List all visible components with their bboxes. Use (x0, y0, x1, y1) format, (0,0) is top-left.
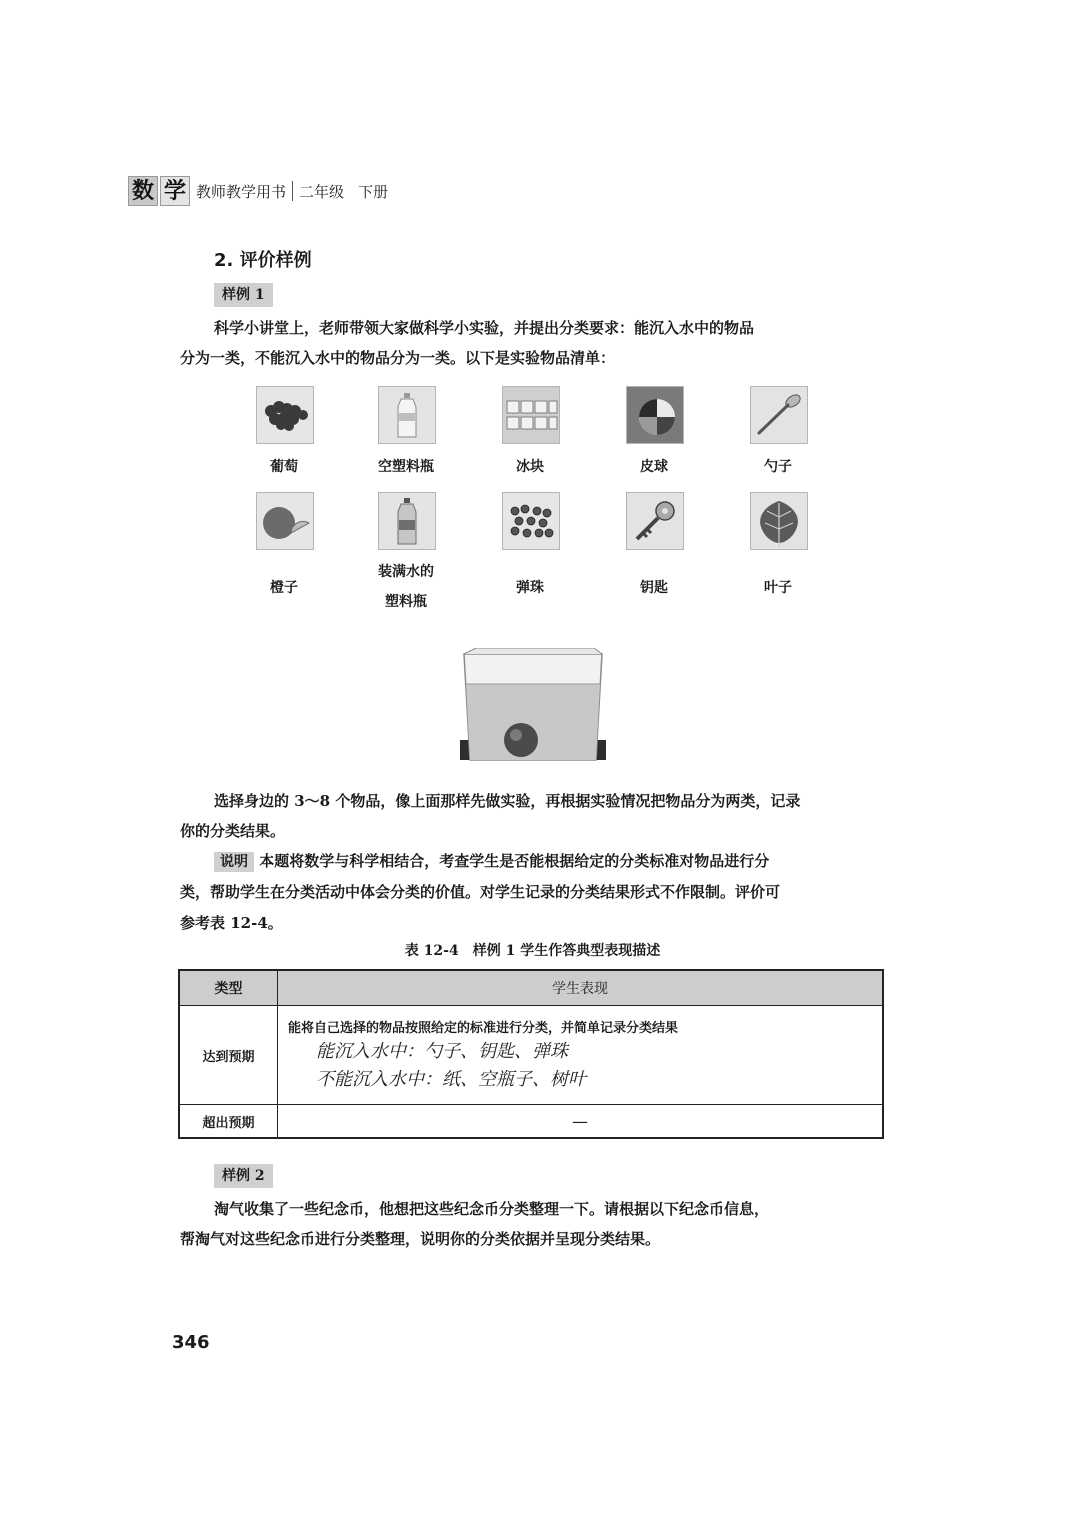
col-header-type: 类型 (179, 970, 278, 1006)
item-label: 冰块 (516, 459, 544, 475)
item-label: 皮球 (640, 459, 668, 475)
note-line-1: 本题将数学与科学相结合，考查学生是否能根据给定的分类标准对物品进行分 (259, 852, 770, 870)
note-paragraph (180, 846, 890, 939)
item-label: 空塑料瓶 (378, 459, 434, 475)
ice-cubes-icon (502, 386, 560, 444)
table-header-row (179, 970, 883, 1006)
item-label: 弹珠 (516, 580, 544, 596)
criterion-text: 能将自己选择的物品按照给定的标准进行分类，并简单记录分类结果 (288, 1020, 679, 1036)
example-2-line-2: 帮淘气对这些纪念币进行分类整理，说明你的分类依据并呈现分类结果。 (180, 1230, 661, 1248)
logo-char-1: 数 (128, 176, 158, 206)
handwritten-line-1: 能沉入水中：勺子、钥匙、弹珠 (316, 1040, 568, 1062)
task-line-1: 选择身边的 3～8 个物品，像上面那样先做实验，再根据实验情况把物品分为两类，记录 (214, 792, 801, 810)
book-title: 教师教学用书 (196, 182, 287, 201)
intro-line-2: 分为一类，不能沉入水中的物品分为一类。以下是实验物品清单： (180, 349, 616, 367)
row-performance-meets (278, 1006, 884, 1105)
empty-bottle-icon (378, 386, 436, 444)
note-tag: 说明 (214, 852, 254, 872)
spoon-icon (750, 386, 808, 444)
col-header-performance: 学生表现 (278, 970, 884, 1006)
leaf-icon (750, 492, 808, 550)
item-label: 叶子 (764, 580, 792, 596)
row-type-meets: 达到预期 (179, 1006, 278, 1105)
example-1-tag: 样例 1 (214, 283, 273, 307)
full-bottle-icon (378, 492, 436, 550)
orange-icon (256, 492, 314, 550)
marbles-icon (502, 492, 560, 550)
table-caption: 表 12-4 样例 1 学生作答典型表现描述 (404, 943, 661, 959)
table-row (179, 1105, 883, 1139)
item-label: 橙子 (270, 580, 298, 596)
row-type-exceeds: 超出预期 (179, 1105, 278, 1139)
row-performance-exceeds: — (278, 1105, 884, 1139)
item-label: 勺子 (764, 459, 792, 475)
grapes-icon (256, 386, 314, 444)
item-label-line-2: 塑料瓶 (385, 594, 427, 610)
intro-line-1: 科学小讲堂上，老师带领大家做科学小实验，并提出分类要求：能沉入水中的物品 (214, 319, 755, 337)
example-1-intro (180, 313, 890, 373)
section-title: 2. 评价样例 (214, 250, 312, 271)
rubric-table (178, 969, 884, 1139)
item-label: 葡萄 (270, 459, 298, 475)
example-2-line-1: 淘气收集了一些纪念币，他想把这些纪念币分类整理一下。请根据以下纪念币信息， (214, 1200, 770, 1218)
item-label-line-1: 装满水的 (378, 564, 434, 580)
item-label: 钥匙 (640, 580, 668, 596)
term-label: 下册 (358, 182, 389, 201)
example-2-tag: 样例 2 (214, 1164, 273, 1188)
task-paragraph (180, 786, 890, 846)
ball-icon (626, 386, 684, 444)
note-line-3: 参考表 12-4。 (180, 914, 283, 932)
grade-label: 二年级 (299, 182, 345, 201)
page-number: 346 (172, 1332, 210, 1353)
running-header (128, 176, 388, 206)
water-tank-illustration (460, 648, 606, 764)
subject-logo (128, 176, 190, 206)
handwritten-line-2: 不能沉入水中：纸、空瓶子、树叶 (316, 1068, 586, 1090)
logo-char-2: 学 (160, 176, 190, 206)
table-row (179, 1006, 883, 1105)
header-divider (292, 181, 293, 201)
key-icon (626, 492, 684, 550)
note-line-2: 类，帮助学生在分类活动中体会分类的价值。对学生记录的分类结果形式不作限制。评价可 (180, 883, 781, 901)
task-line-2: 你的分类结果。 (180, 822, 286, 840)
example-2-paragraph (180, 1194, 890, 1254)
